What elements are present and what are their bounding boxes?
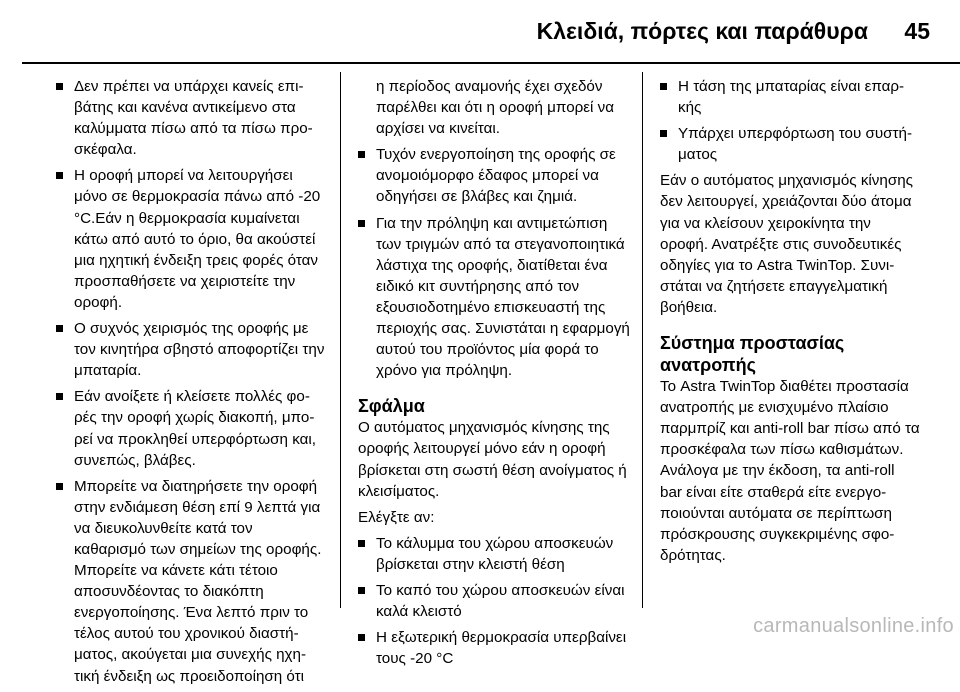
bullet-item: Μπορείτε να διατηρήσετε την οροφή στην ενδιάμεση θέση επί 9 λεπτά για να διευκολυνθείτε κατά τον καθαρισμό των σημείων της οροφής. Μπορείτε να κάνετε κάτι τέτοιο αποσυνδέοντας το διακόπτη ενεργοποίησης. Ένα λεπτό πριν το τέλος αυτού του χρονικού διαστήματος, ακούγεται μια συνεχής ηχητική ένδειξη ως προειδοποίηση ότι [56, 476, 326, 687]
paragraph: Ο αυτόματος μηχανισμός κίνησης της οροφής λειτουργεί μόνο εάν η οροφή βρίσκεται στη σωστή θέση ανοίγματος ή κλεισίματος. [358, 419, 627, 500]
bullet-item: Ο συχνός χειρισμός της οροφής με τον κινητήρα σβηστό αποφορτίζει την μπαταρία. [56, 318, 326, 381]
column-2 [358, 76, 630, 674]
bullet-item: Για την πρόληψη και αντιμετώπιση των τριγμών από τα στεγανοποιητικά λάστιχα της οροφής, διατίθεται ένα ειδικό κιτ συντήρησης από τον εξουσιοδοτημένο επισκευαστή της περιοχής σας. Συνιστάται η εφαρμογή αυτού του προϊόντος μία φορά το χρόνο για πρόληψη. [358, 213, 630, 382]
page-header [0, 0, 960, 62]
paragraph: Ελέγξτε αν: [358, 508, 435, 526]
check-item: Υπάρχει υπερφόρτωση του συστήματος [660, 123, 920, 165]
section-heading-fault: Σφάλμα [358, 396, 425, 417]
bullet-continuation: η περίοδος αναμονής έχει σχεδόν παρέλθει και ότι η οροφή μπορεί να αρχίσει να κινείται. [376, 78, 615, 138]
check-item: Το καπό του χώρου αποσκευών είναι καλά κλειστό [358, 580, 630, 622]
column-divider-2 [642, 72, 643, 608]
check-item: Το κάλυμμα του χώρου αποσκευών βρίσκεται στην κλειστή θέση [358, 533, 630, 575]
bullet-item: Δεν πρέπει να υπάρχει κανείς επιβάτης και κανένα αντικείμενο στα καλύμματα πίσω από τα πίσω προσκέφαλα. [56, 76, 326, 160]
paragraph: Το Astra TwinTop διαθέτει προστασία ανατροπής με ενισχυμένο πλαίσιο παρμπρίζ και anti-roll bar πίσω από τα προσκέφαλα των πίσω καθισμάτων. Ανάλογα με την έκδοση, τα anti-roll bar είναι είτε σταθερά είτε ενεργοποιούνται αυτόματα σε περίπτωση πρόσκρουσης συγκεκριμένης σφοδρότητας. [660, 378, 920, 564]
column-divider-1 [340, 72, 341, 608]
column-1 [56, 76, 326, 692]
section-heading-rollover: Σύστημα προστασίας ανατροπής [660, 333, 845, 376]
check-item: Η εξωτερική θερμοκρασία υπερβαίνει τους -20 °C [358, 627, 630, 669]
bullet-item: Τυχόν ενεργοποίηση της οροφής σε ανομοιόμορφο έδαφος μπορεί να οδηγήσει σε βλάβες και ζημιά. [358, 144, 630, 207]
bullet-item: Εάν ανοίξετε ή κλείσετε πολλές φορές την οροφή χωρίς διακοπή, μπορεί να προκληθεί υπερφόρτωση και, συνεπώς, βλάβες. [56, 386, 326, 470]
page-number: 45 [904, 18, 930, 44]
page-title: Κλειδιά, πόρτες και παράθυρα [536, 18, 868, 44]
bullet-item: Η οροφή μπορεί να λειτουργήσει μόνο σε θερμοκρασία πάνω από -20 °C.Εάν η θερμοκρασία κυμαίνεται κάτω από αυτό το όριο, θα ακούστεί μια ηχητική ένδειξη τρεις φορές όταν προσπαθήσετε να χειριστείτε την οροφή. [56, 165, 326, 313]
check-item: Η τάση της μπαταρίας είναι επαρκής [660, 76, 920, 118]
watermark: carmanualsonline.info [753, 615, 954, 637]
paragraph: Εάν ο αυτόματος μηχανισμός κίνησης δεν λειτουργεί, χρειάζονται δύο άτομα για να κλείσουν χειροκίνητα την οροφή. Ανατρέξτε στις συνοδευτικές οδηγίες για το Astra TwinTop. Συνιστάται να ζητήσετε επαγγελματική βοήθεια. [660, 172, 913, 316]
column-3 [660, 76, 920, 571]
header-rule [22, 62, 960, 64]
